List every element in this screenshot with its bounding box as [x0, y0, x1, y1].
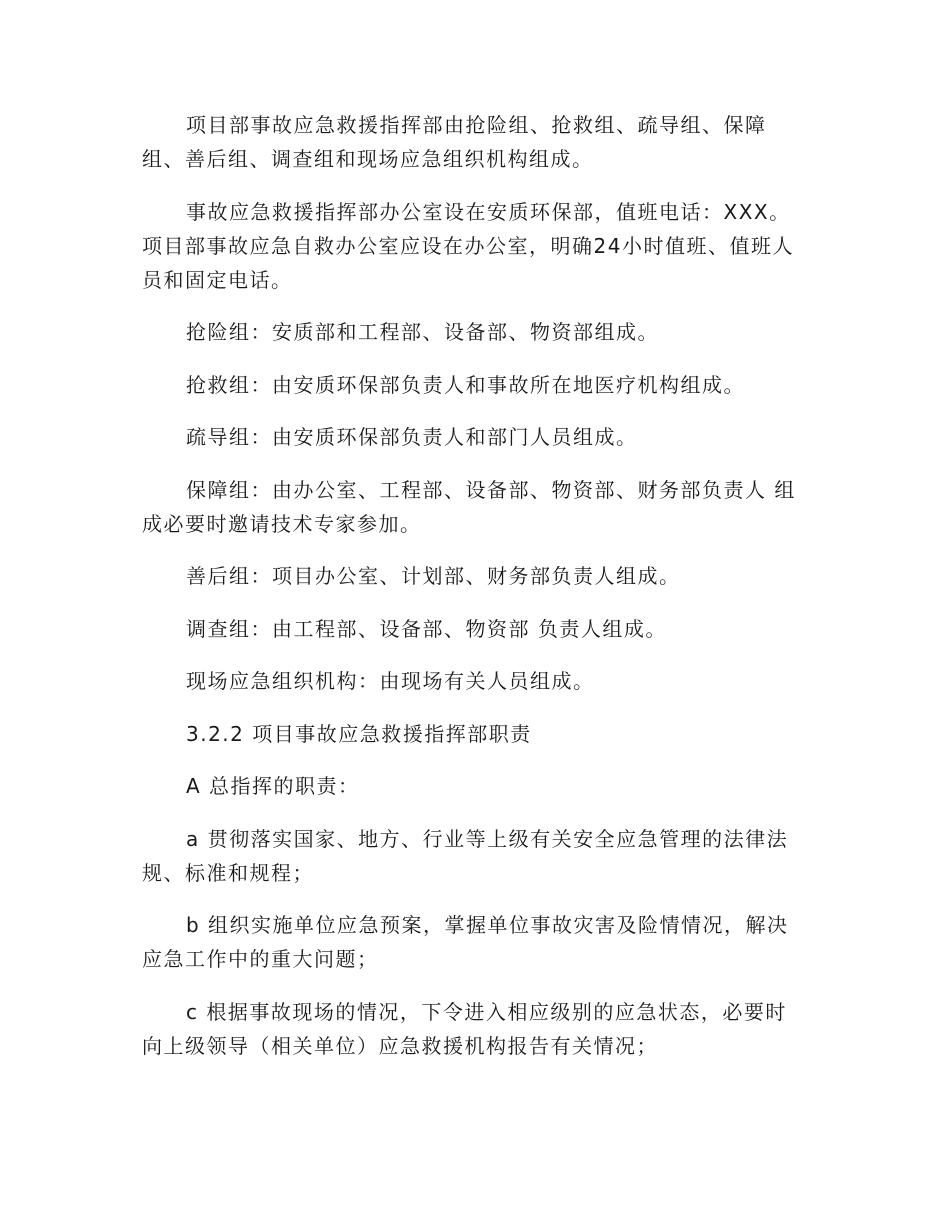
paragraph-first-aid-team: 抢救组：由安质环保部负责人和事故所在地医疗机构组成。	[186, 372, 745, 397]
paragraph-command-composition: 项目部事故应急救援指挥部由抢险组、抢救组、疏导组、保障组、善后组、调查组和现场应急组织机构组成。	[142, 113, 767, 171]
paragraph-evacuation-team: 疏导组：由安质环保部负责人和部门人员组成。	[186, 425, 638, 449]
paragraph-investigation-team: 调查组：由工程部、设备部、物资部 负责人组成。	[186, 616, 667, 641]
list-item-c: c 根据事故现场的情况，下令进入相应级别的应急状态，必要时向上级领导（相关单位）应急救援机构报告有关情况；	[142, 999, 787, 1058]
paragraph-command-office: 事故应急救援指挥部办公室设在安质环保部，值班电话：XXX。项目部事故应急自救办公室应设在办公室，明确24小时值班、值班人员和固定电话。	[142, 199, 794, 292]
document-body	[142, 108, 808, 1081]
paragraph-aftermath-team: 善后组：项目办公室、计划部、财务部负责人组成。	[186, 564, 681, 588]
subsection-heading: A 总指挥的职责：	[186, 774, 360, 798]
section-heading: 3.2.2 项目事故应急救援指挥部职责	[186, 721, 532, 746]
paragraph-support-team: 保障组：由办公室、工程部、设备部、物资部、财务部负责人 组成必要时邀请技术专家参加。	[142, 477, 796, 536]
paragraph-onsite-organization: 现场应急组织机构：由现场有关人员组成。	[186, 669, 595, 693]
list-item-b: b 组织实施单位应急预案，掌握单位事故灾害及险情情况，解决应急工作中的重大问题；	[142, 913, 789, 971]
paragraph-rescue-team: 抢险组：安质部和工程部、设备部、物资部组成。	[186, 320, 659, 344]
list-item-a: a 贯彻落实国家、地方、行业等上级有关安全应急管理的法律法规、标准和规程；	[142, 826, 789, 885]
